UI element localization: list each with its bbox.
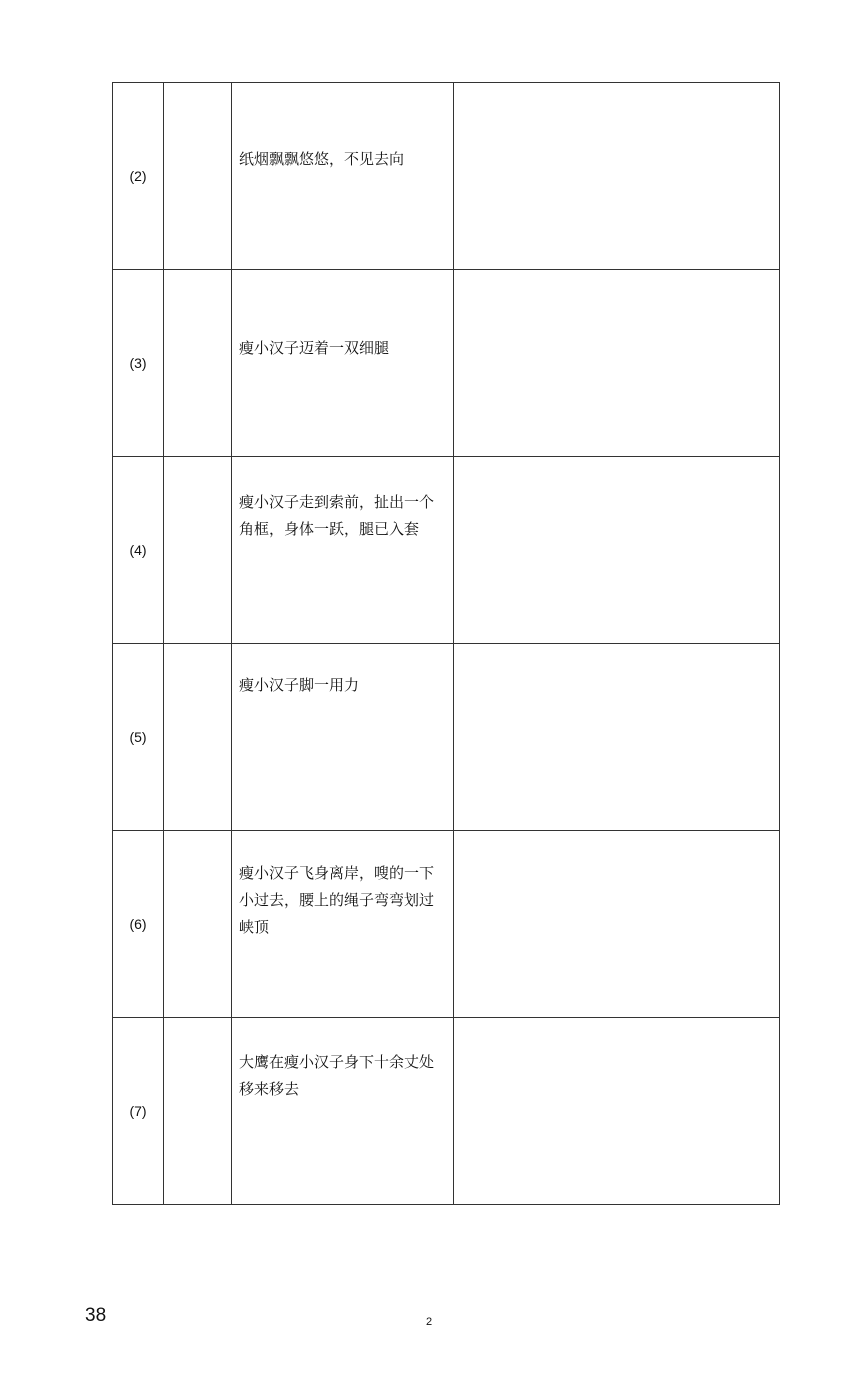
description-cell <box>232 644 454 831</box>
description-text: 瘦小汉子迈着一双细腿 <box>239 339 390 357</box>
answer-cell <box>454 1018 780 1205</box>
description-cell <box>232 83 454 270</box>
description-cell <box>232 1018 454 1205</box>
blank-cell <box>164 457 232 644</box>
answer-cell <box>454 457 780 644</box>
row-number: (5) <box>113 644 164 831</box>
row-number: (2) <box>113 83 164 270</box>
description-text: 瘦小汉子走到索前，扯出一个角框，身体一跃，腿已入套 <box>239 493 435 538</box>
answer-cell <box>454 644 780 831</box>
table-row <box>113 831 780 1018</box>
blank-cell <box>164 831 232 1018</box>
answer-cell <box>454 831 780 1018</box>
answer-cell <box>454 270 780 457</box>
table-row <box>113 457 780 644</box>
description-cell <box>232 270 454 457</box>
answer-cell <box>454 83 780 270</box>
page-number-left: 38 <box>85 1305 107 1326</box>
row-number: (3) <box>113 270 164 457</box>
blank-cell <box>164 1018 232 1205</box>
description-text: 纸烟飘飘悠悠，不见去向 <box>239 150 405 168</box>
description-cell <box>232 831 454 1018</box>
table-row <box>113 270 780 457</box>
description-text: 大鹰在瘦小汉子身下十余丈处移来移去 <box>239 1053 435 1098</box>
blank-cell <box>164 270 232 457</box>
description-cell <box>232 457 454 644</box>
table-row <box>113 83 780 270</box>
blank-cell <box>164 644 232 831</box>
row-number: (7) <box>113 1018 164 1205</box>
description-text: 瘦小汉子飞身离岸，嗖的一下小过去，腰上的绳子弯弯划过峡顶 <box>239 864 435 936</box>
table-row <box>113 1018 780 1205</box>
row-number: (6) <box>113 831 164 1018</box>
blank-cell <box>164 83 232 270</box>
page-number-center: 2 <box>426 1316 433 1328</box>
table-row <box>113 644 780 831</box>
shot-table <box>112 82 780 1205</box>
row-number: (4) <box>113 457 164 644</box>
description-text: 瘦小汉子脚一用力 <box>239 676 360 694</box>
